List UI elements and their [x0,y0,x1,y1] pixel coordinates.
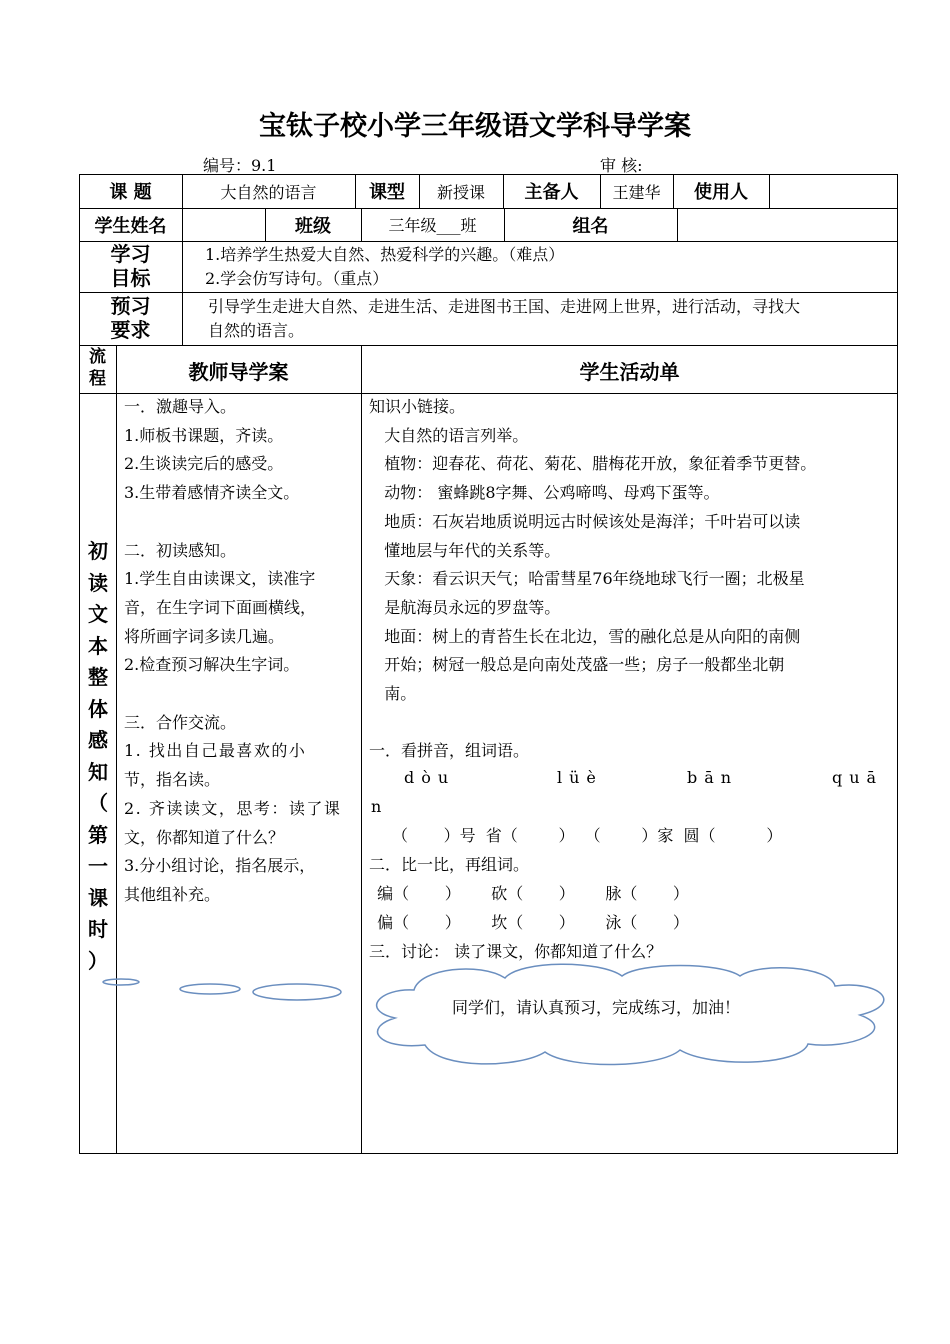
cloud-message: 同学们，请认真预习，完成练习，加油！ [452,998,741,1017]
teacher-line: 三．合作交流。 [124,712,237,732]
student-line: 懂地层与年代的关系等。 [369,540,561,560]
student-line: 天象：看云识天气；哈雷彗星76年绕地球飞行一圈；北极星 [369,569,805,589]
group-label: 组名 [572,215,609,237]
phase-char: ） [88,948,108,973]
doc-number: 编号：9.1 [203,156,277,175]
teacher-line: 二．初读感知。 [124,540,237,560]
subject-value: 大自然的语言 [220,182,317,202]
phase-char: 本 [88,633,108,658]
teacher-line: 2.生谈读完后的感受。 [124,454,284,474]
phase-char: 知 [88,759,108,784]
compare-row-1[interactable]: 编（ ） 砍（ ） 脉（ ） [372,884,689,903]
teacher-line: 将所画字词多读几遍。 [124,626,285,646]
preparer-label: 主备人 [524,182,579,203]
teacher-line: 一．激趣导入。 [124,397,237,416]
phase-char: 初 [88,539,108,563]
teacher-line: 3.生带着感情齐读全文。 [124,483,300,503]
pinyin-4: quā [832,768,884,787]
pinyin-3: bān [687,768,739,787]
pinyin-2: lüè [557,768,603,787]
document-title: 宝钛子校小学三年级语文学科导学案 [259,111,691,142]
phase-char: （ [88,791,108,815]
teacher-line: 1. 找出自己最喜欢的小 [124,741,307,761]
student-line: 大自然的语言列举。 [369,425,529,445]
preview-line-1: 引导学生走进大自然、走进生活、走进图书王国、走进网上世界，进行活动，寻找大 [208,297,801,316]
subject-label: 课 题 [109,182,152,203]
teacher-line: 其他组补充。 [124,884,221,904]
user-label: 使用人 [694,182,748,203]
student-line: 知识小链接。 [369,397,466,416]
student-header: 学生活动单 [579,360,680,384]
goal-2: 2.学会仿写诗句。（重点） [205,269,389,288]
preparer-value: 王建华 [612,182,661,202]
type-label: 课型 [369,182,405,203]
student-name-label: 学生姓名 [94,215,167,237]
student-line: 动物： 蜜蜂跳8字舞、公鸡啼鸣、母鸡下蛋等。 [369,483,720,503]
student-line: 南。 [369,684,417,703]
phase-char: 一 [88,854,108,878]
class-value: 三年级___班 [388,216,477,235]
review-label: 审 核: [600,156,643,175]
student-line: 地面：树上的青苔生长在北边，雪的融化总是从向阳的南侧 [369,626,801,646]
pinyin-1: dòu [404,768,456,787]
teacher-line: 1.师板书课题，齐读。 [124,425,284,445]
discuss-question: 三．讨论： 读了课文，你都知道了什么？ [369,942,663,961]
flow-header: 流 程 [89,347,106,389]
goal-1: 1.培养学生热爱大自然、热爱科学的兴趣。（难点） [205,245,565,264]
type-value: 新授课 [436,182,485,202]
teacher-line: 2.检查预习解决生字词。 [124,655,300,675]
class-label: 班级 [295,215,331,237]
teacher-line: 节，指名读。 [124,770,221,790]
preview-label: 预习 要求 [110,294,151,342]
phase-char: 感 [88,728,108,752]
phase-char: 体 [88,696,108,721]
phase-char: 课 [88,885,108,910]
student-line: 地质：石灰岩地质说明远古时候该处是海洋；千叶岩可以读 [369,511,801,531]
phase-char: 文 [88,602,108,626]
preview-line-2: 自然的语言。 [208,321,305,340]
student-line: 一．看拼音，组词语。 [369,741,530,761]
teacher-line: 3.分小组讨论，指名展示， [124,856,316,876]
teacher-line: 2. 齐读读文，思考：读了课 [124,798,342,818]
compare-title: 二．比一比，再组词。 [369,855,530,874]
phase-char: 读 [88,570,108,595]
phase-char: 第 [88,822,108,847]
phase-char: 整 [88,665,108,689]
teacher-line: 音，在生字词下面画横线， [124,597,317,617]
goals-label: 学习 目标 [110,242,151,290]
student-line: 是航海员永远的罗盘等。 [369,597,561,617]
student-line: 植物：迎春花、荷花、菊花、腊梅花开放，象征着季节更替。 [369,454,817,474]
teacher-line: 文，你都知道了什么？ [124,827,285,847]
pinyin-fill-row[interactable]: （ ）号 省（ ） （ ）家 圆（ ） [392,826,783,845]
teacher-header: 教师导学案 [188,360,289,384]
student-line: 开始；树冠一般总是向南处茂盛一些；房子一般都坐北朝 [369,655,785,675]
compare-row-2[interactable]: 偏（ ） 坎（ ） 泳（ ） [372,913,689,932]
phase-char: 时 [88,917,108,941]
pinyin-4-cont: n [371,797,389,816]
teacher-line: 1.学生自由读课文，读准字 [124,569,316,589]
